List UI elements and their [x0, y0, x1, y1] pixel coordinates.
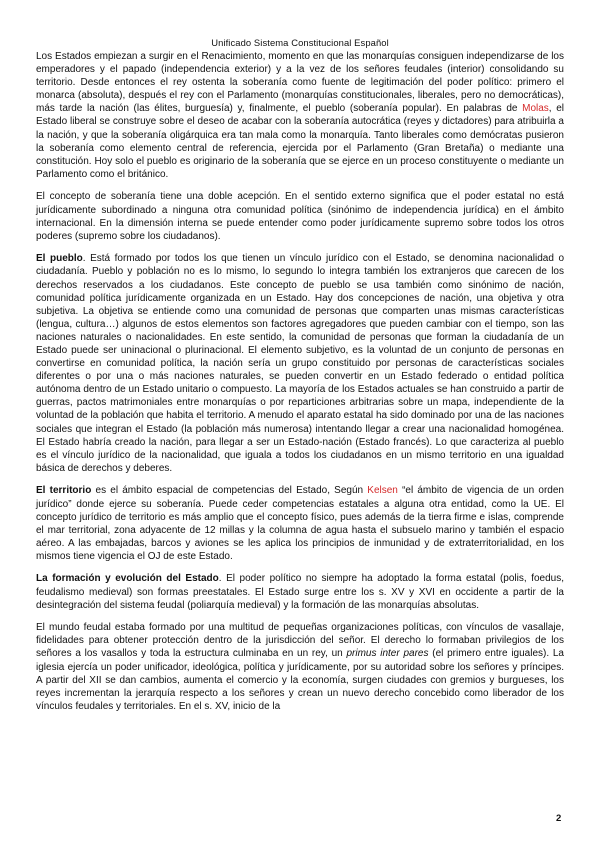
paragraph-text: El mundo feudal estaba formado por una multitud de pequeñas organizaciones políticas, con vínculos de vasallaje, fidelidades para obtener protección dentro de la jurisdicción del señor. El derecho lo formaban privilegios de los señores a los vasallos y toda la estructura culminaba en un rey, un [36, 622, 564, 660]
paragraph-text: . El poder político no siempre ha adoptado la forma estatal (polis, foedus, feudalismo medieval) son formas preestatales. El Estado surge entre los s. XV y XVI en occidente a partir de la desintegración del sistema feudal (poliarquía medieval) y la formación de las monarquías absolutas. [36, 573, 564, 611]
document-body [36, 50, 564, 722]
latin-phrase: primus inter pares [346, 648, 429, 660]
paragraph-text: (el primero entre iguales). La iglesia ejercía un poder unificador, ideológica, política y jurídicamente, por su autoridad sobre los señores y príncipes. A partir del XII se dan cambios, aumenta el comercio y la economía, surgen ciudades con gremios y burgueses, los reyes incrementan la jerarquía respecto a los señores y crean un nuevo derecho concebido como liberador de los vínculos feudales y territoriales. En el s. XV, inicio de la [36, 648, 564, 712]
paragraph-text: es el ámbito espacial de competencias del Estado, Según [91, 485, 368, 497]
paragraph-mundo-feudal [36, 621, 564, 713]
section-heading-formacion: La formación y evolución del Estado [36, 573, 219, 585]
paragraph-territorio [36, 484, 564, 563]
paragraph-pueblo [36, 252, 564, 475]
paragraph-sovereignty-concept: El concepto de soberanía tiene una doble acepción. En el sentido externo significa que el poder estatal no está jurídicamente subordinado a ninguna otra comunidad política (sinónimo de independencia jurídica) en el ámbito internacional. En la dimensión interna se puede entender como poder jurídicamente supremo sobre todos los otros poderes (supremo sobre los ciudadanos). [36, 191, 564, 242]
paragraph-formacion [36, 572, 564, 611]
section-heading-pueblo: El pueblo [36, 253, 83, 265]
section-heading-territorio: El territorio [36, 485, 92, 497]
paragraph-text: . Está formado por todos los que tienen un vínculo jurídico con el Estado, se denomina nacionalidad o ciudadanía. Pueblo y población no es lo mismo, lo segundo lo integra también los extranjeros que carecen de los derechos reservados a los ciudadanos. Este concepto de pueblo se usa también como sinónimo de nación, comunidad política jurídicamente organizada en un Estado. Hay dos concepciones de nación, una objetiva y otra subjetiva. La objetiva se entiende como una comunidad de personas que comparten unas mismas características (lengua, cultura…) algunos de estos elementos son factores agregadores que pueden cambiar con el tiempo, son las naciones naturales o nacionalidades. En este sentido, la comunidad de personas que forman la ciudadanía de un Estado puede ser uninacional o plurinacional. El elemento subjetivo, es la voluntad de un conjunto de personas en convertirse en comunidad política, la nación sería un grupo constituido por personas de características sociales diferentes o por una o más naciones naturales, se pueden convertir en un Estado federado o entidad política autónoma dentro de un Estado unitario o compuesto. La mayoría de los Estados actuales se han construido a partir de guerras, pactos matrimoniales entre monarquías o por reparticiones arbitrarias sobre un mapa, independiente de la voluntad de la población que habita el territorio. A menudo el aparato estatal ha sido dominado por una de las naciones sociales que integran el Estado (la población más numerosa) intentando llegar a crear una nacionalidad homogénea. El Estado habría creado la nación, para llegar a ser un Estado-nación (Estado francés). Lo que caracteriza al pueblo es el vínculo jurídico de la nacionalidad, que iguala a todos los ciudadanos en un mismo territorio en una igualdad básica de derechos y deberes. [36, 253, 565, 474]
author-link-molas[interactable]: Molas [522, 103, 549, 115]
page-header: Unificado Sistema Constitucional Español [211, 37, 389, 48]
paragraph-sovereignty-history [36, 50, 564, 181]
paragraph-text: Los Estados empiezan a surgir en el Renacimiento, momento en que las monarquías consiguen independizarse de los emperadores y el papado (independencia exterior) y a la vez de los señores feudales (interior) consolidando su territorio. Desde entonces el rey ostenta la soberanía como fuente de legitimación del poder político: primero el monarca (absoluta), después el rey con el Parlamento (monarquías constitucionales, liberales, pero no democráticas), más tarde la nación (las élites, burguesía) y, finalmente, el pueblo (soberanía popular). En palabras de [36, 51, 564, 115]
page-number: 2 [556, 813, 562, 824]
paragraph-text: “el ámbito de vigencia de un orden jurídico” donde ejerce su soberanía. Puede ceder competencias estatales a alguna otra entidad, como la UE. El concepto jurídico de territorio es más amplio que el concepto físico, pues además de la tierra firme e islas, comprende el mar territorial, zona adyacente de 12 millas y la columna de agua hasta el subsuelo marino y también el espacio aéreo. A las embajadas, barcos y aviones se les aplica los principios de inmunidad y de extraterritorialidad, en los mismos tiene vigencia el OJ de este Estado. [36, 485, 564, 562]
author-link-kelsen[interactable]: Kelsen [367, 485, 398, 497]
paragraph-text: , el Estado liberal se construye sobre el deseo de acabar con la soberanía autocrática (reyes y dictadores) para atribuirla a la nación, y que la soberanía oligárquica era tan mala como la monarquía. Tanto liberales como demócratas pusieron la soberanía como elemento central de referencia, ejercida por el Parlamento (Gran Bretaña) o mediante una constitución. Hoy solo el pueblo es originario de la soberanía que se ejerce en un proceso constituyente o mediante un Parlamento como el británico. [36, 103, 565, 180]
